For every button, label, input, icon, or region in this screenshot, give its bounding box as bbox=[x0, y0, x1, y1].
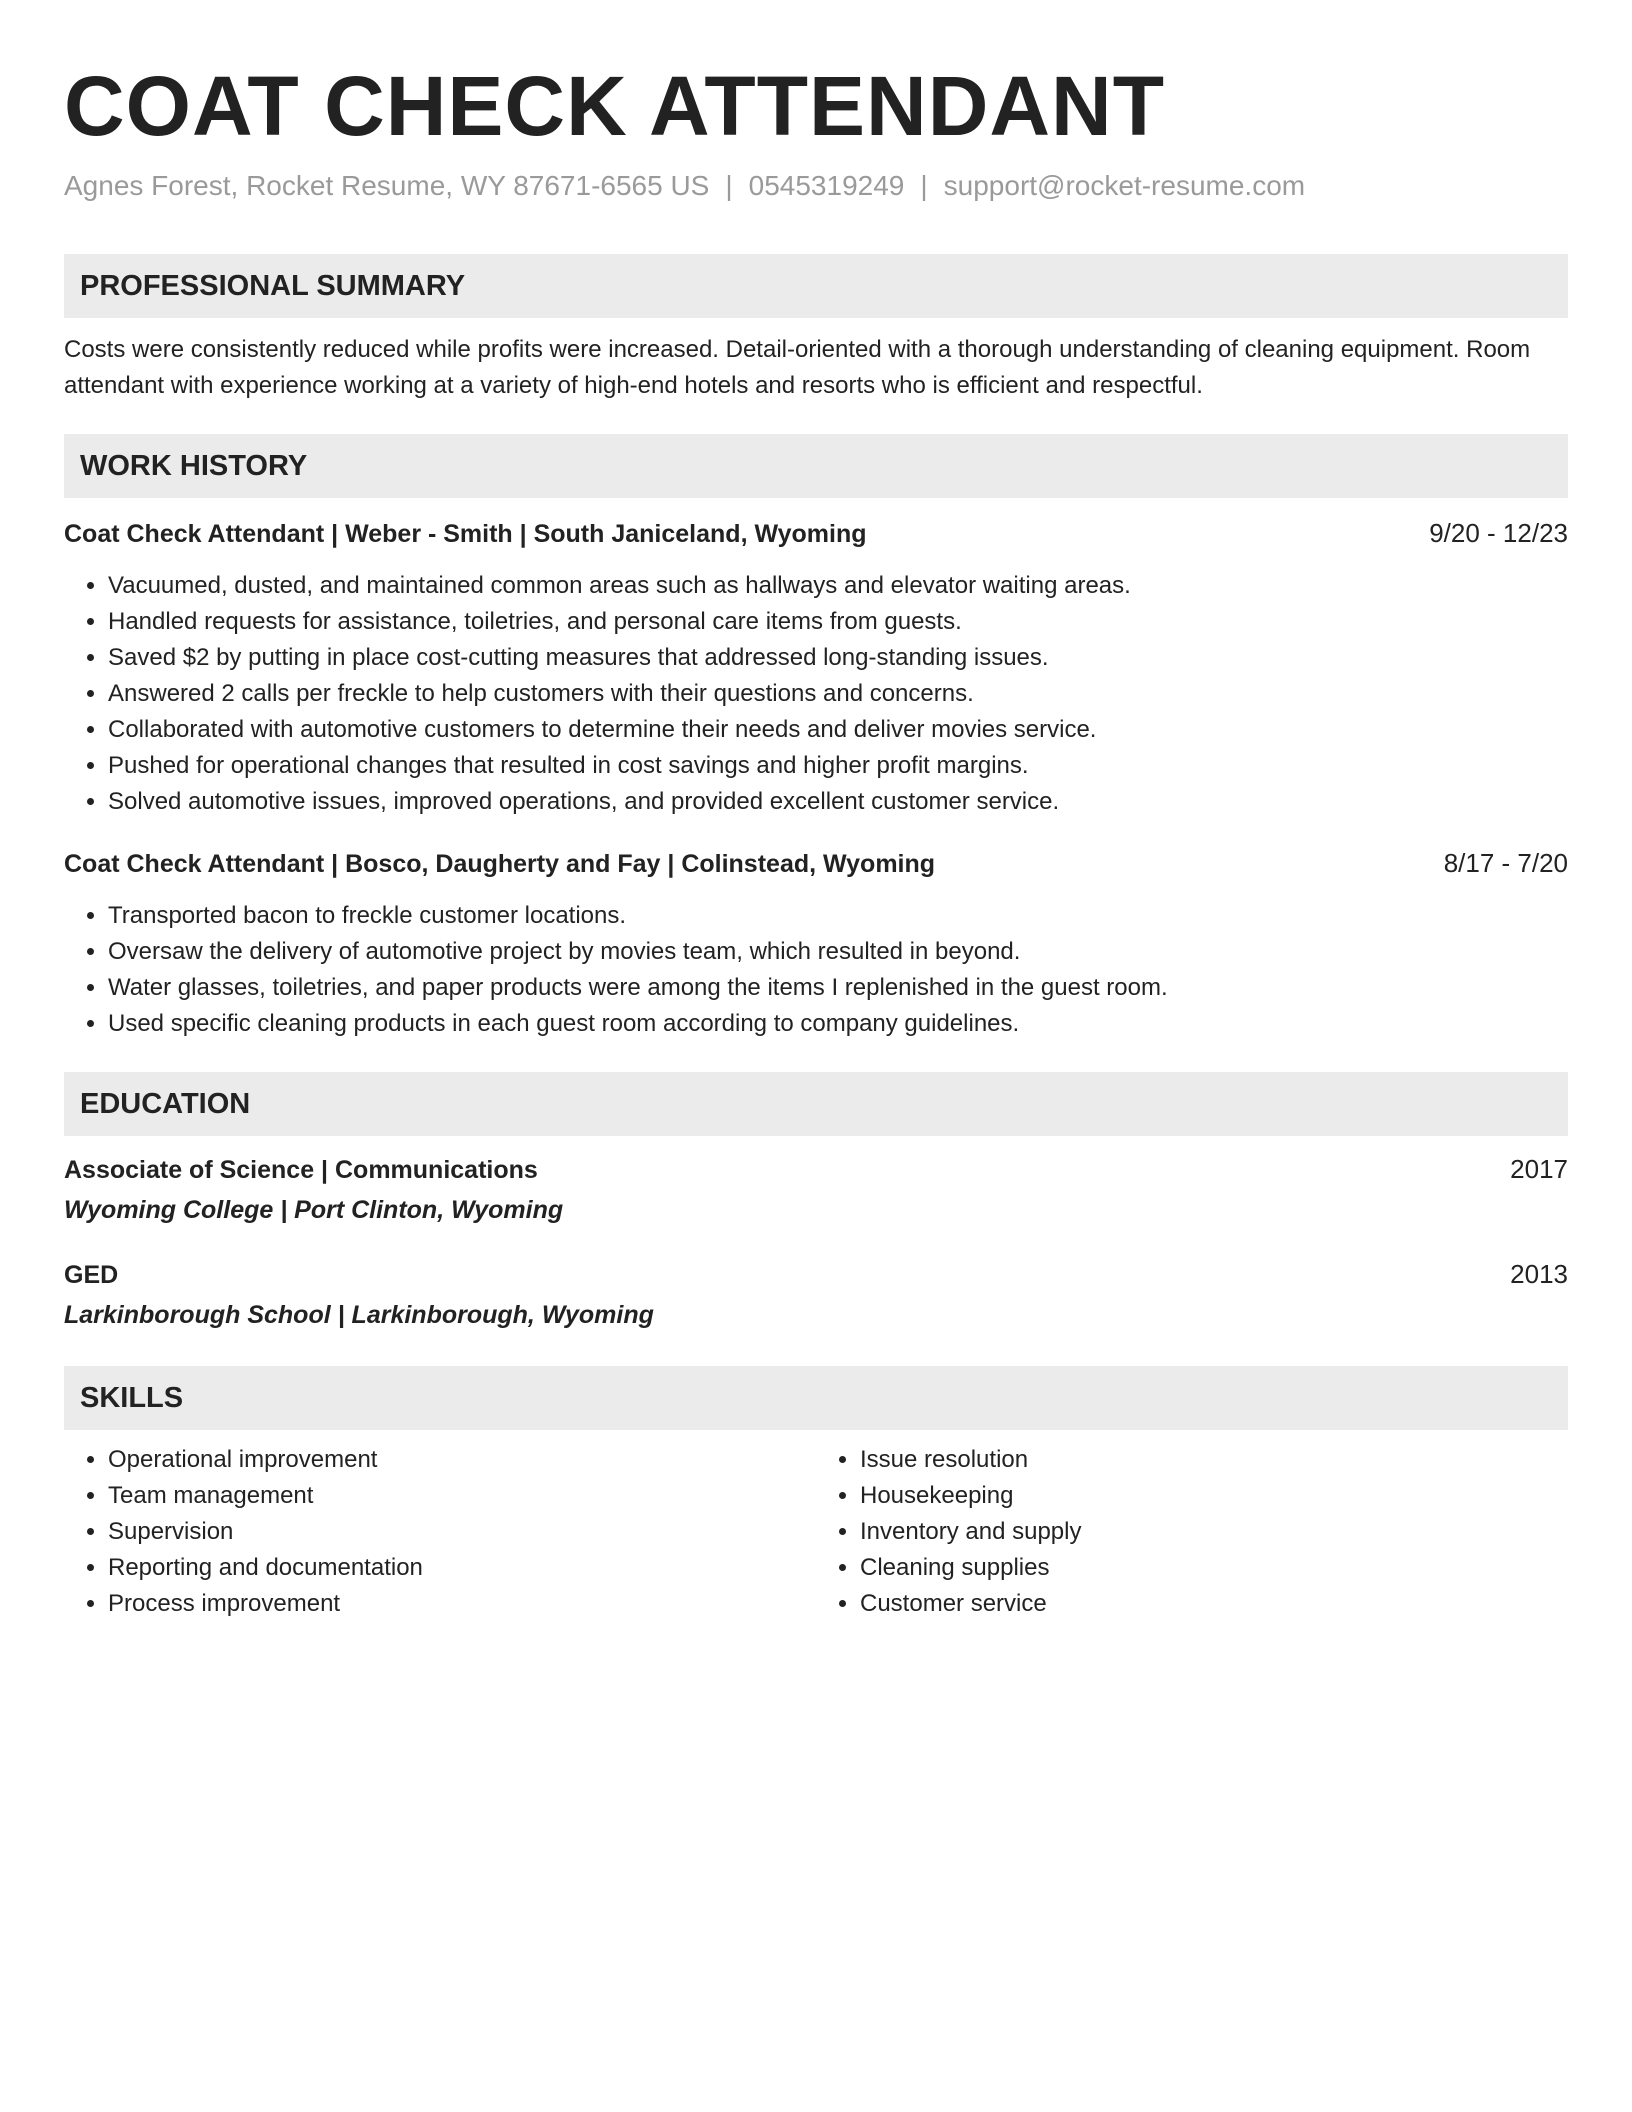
skills-section-header: SKILLS bbox=[64, 1366, 1568, 1430]
education-school: Wyoming College | Port Clinton, Wyoming bbox=[64, 1196, 564, 1224]
job-bullet: • Vacuumed, dusted, and maintained common areas such as hallways and elevator waiting areas. bbox=[108, 568, 1568, 604]
education-entry bbox=[64, 1257, 1568, 1332]
skill-item: • Process improvement bbox=[108, 1586, 816, 1622]
contact-email: support@rocket-resume.com bbox=[943, 170, 1306, 201]
job-bullet-list bbox=[64, 568, 1568, 820]
skills-list-left bbox=[64, 1442, 816, 1622]
education-year: 2013 bbox=[1510, 1259, 1568, 1289]
job-title: Coat Check Attendant | Bosco, Daugherty and Fay | Colinstead, Wyoming bbox=[64, 850, 936, 878]
job-bullet: • Transported bacon to freckle customer locations. bbox=[108, 898, 1568, 934]
education-section-header: EDUCATION bbox=[64, 1072, 1568, 1136]
job-dates: 9/20 - 12/23 bbox=[1429, 518, 1568, 548]
job-entry bbox=[64, 846, 1568, 1042]
skills-columns bbox=[64, 1442, 1568, 1622]
education-degree: Associate of Science | Communications bbox=[64, 1156, 538, 1184]
contact-address: Agnes Forest, Rocket Resume, WY 87671-6565 US bbox=[64, 170, 710, 201]
education-year: 2017 bbox=[1510, 1154, 1568, 1184]
skill-item: • Supervision bbox=[108, 1514, 816, 1550]
summary-section-header: PROFESSIONAL SUMMARY bbox=[64, 254, 1568, 318]
education-entry bbox=[64, 1152, 1568, 1227]
contact-line bbox=[64, 168, 1568, 204]
skill-item: • Cleaning supplies bbox=[860, 1550, 1568, 1586]
job-bullet: • Saved $2 by putting in place cost-cutting measures that addressed long-standing issues. bbox=[108, 640, 1568, 676]
job-bullet: • Solved automotive issues, improved operations, and provided excellent customer service. bbox=[108, 784, 1568, 820]
job-bullet: • Pushed for operational changes that resulted in cost savings and higher profit margins. bbox=[108, 748, 1568, 784]
job-bullet-list bbox=[64, 898, 1568, 1042]
work-history-section-header: WORK HISTORY bbox=[64, 434, 1568, 498]
education-school: Larkinborough School | Larkinborough, Wyoming bbox=[64, 1301, 654, 1329]
skill-item: • Operational improvement bbox=[108, 1442, 816, 1478]
job-bullet: • Water glasses, toiletries, and paper products were among the items I replenished in the guest room. bbox=[108, 970, 1568, 1006]
job-bullet: • Collaborated with automotive customers to determine their needs and deliver movies service. bbox=[108, 712, 1568, 748]
education-degree: GED bbox=[64, 1261, 119, 1289]
skill-item: • Housekeeping bbox=[860, 1478, 1568, 1514]
skill-item: • Customer service bbox=[860, 1586, 1568, 1622]
skills-list-right bbox=[816, 1442, 1568, 1622]
job-heading-row bbox=[64, 516, 1568, 551]
job-bullet: • Handled requests for assistance, toiletries, and personal care items from guests. bbox=[108, 604, 1568, 640]
job-title: Coat Check Attendant | Weber - Smith | South Janiceland, Wyoming bbox=[64, 520, 867, 548]
skill-item: • Issue resolution bbox=[860, 1442, 1568, 1478]
job-entry bbox=[64, 516, 1568, 820]
job-dates: 8/17 - 7/20 bbox=[1443, 848, 1568, 878]
job-bullet: • Answered 2 calls per freckle to help customers with their questions and concerns. bbox=[108, 676, 1568, 712]
summary-text: Costs were consistently reduced while profits were increased. Detail-oriented with a thorough understanding of cleaning equipment. Room attendant with experience working at a variety of high-end hotels and resorts who is efficient and respectful. bbox=[64, 336, 1531, 399]
contact-separator: | bbox=[920, 170, 928, 201]
contact-phone: 0545319249 bbox=[748, 170, 905, 201]
candidate-name: COAT CHECK ATTENDANT bbox=[64, 59, 1166, 153]
job-bullet: • Used specific cleaning products in each guest room according to company guidelines. bbox=[108, 1006, 1568, 1042]
education-heading-row bbox=[64, 1257, 1568, 1292]
job-heading-row bbox=[64, 846, 1568, 881]
skill-item: • Team management bbox=[108, 1478, 816, 1514]
skill-item: • Inventory and supply bbox=[860, 1514, 1568, 1550]
education-heading-row bbox=[64, 1152, 1568, 1187]
skill-item: • Reporting and documentation bbox=[108, 1550, 816, 1586]
job-bullet: • Oversaw the delivery of automotive project by movies team, which resulted in beyond. bbox=[108, 934, 1568, 970]
contact-separator: | bbox=[725, 170, 733, 201]
